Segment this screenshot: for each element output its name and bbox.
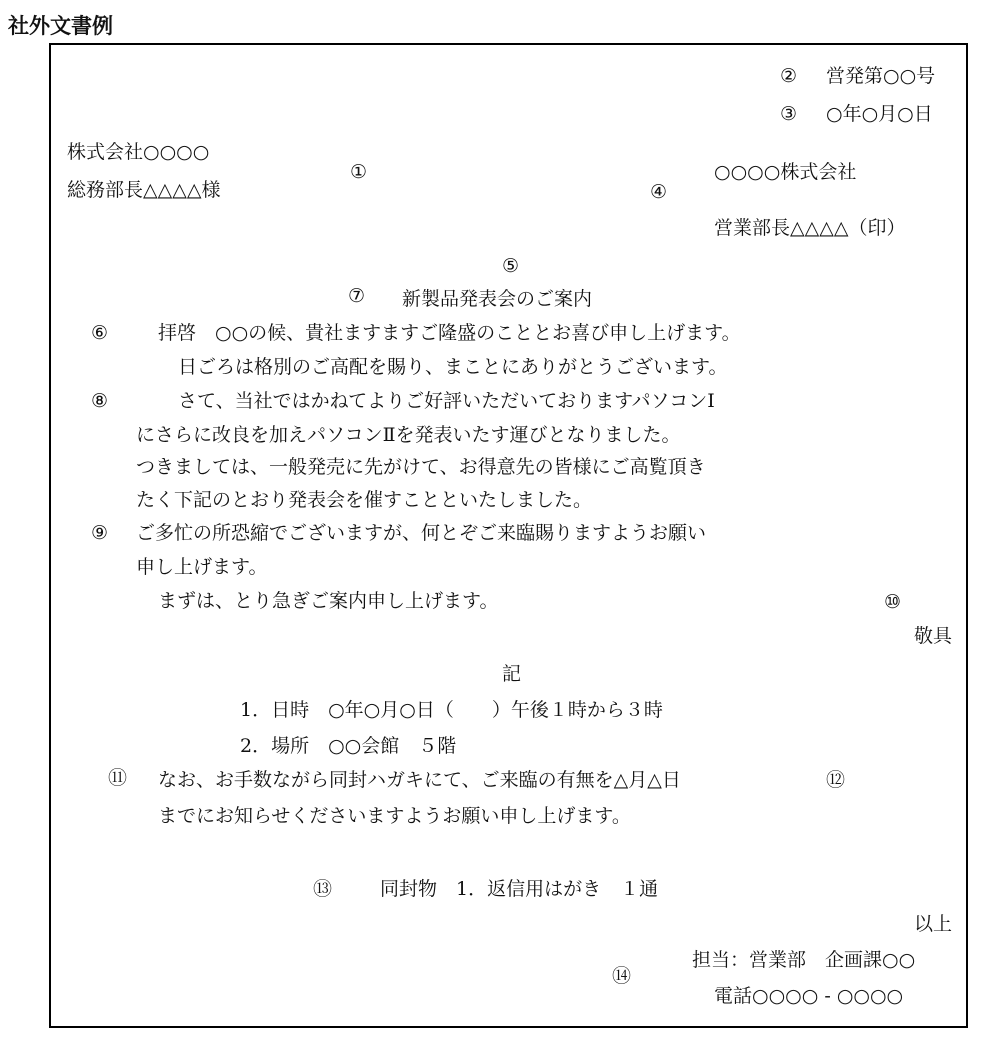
body-line: たく下記のとおり発表会を催すことといたしました。: [136, 489, 593, 511]
marker-10: ⑩: [884, 591, 902, 613]
marker-14: ⑭: [612, 965, 632, 987]
note-line: なお、お手数ながら同封ハガキにて、ご来臨の有無を△月△日: [158, 769, 681, 791]
sender-company: ○○○○株式会社: [714, 161, 857, 183]
body-line: つきましては、一般発売に先がけて、お得意先の皆様にご高覧頂き: [136, 456, 706, 478]
marker-12: ⑫: [826, 769, 846, 791]
doc-date: ○年○月○日: [826, 103, 933, 125]
marker-2: ②: [780, 65, 798, 87]
body-line: さて、当社ではかねてよりご好評いただいておりますパソコンⅠ: [178, 390, 715, 412]
enclosure: 同封物 1．返信用はがき １通: [380, 878, 659, 900]
page-heading: 社外文書例: [8, 14, 113, 38]
body-line: 日ごろは格別のご高配を賜り、まことにありがとうございます。: [178, 356, 728, 378]
recipient-company: 株式会社○○○○: [67, 141, 210, 163]
marker-3: ③: [780, 103, 798, 125]
marker-6: ⑥: [91, 322, 109, 344]
phone: 電話○○○○ - ○○○○: [714, 985, 904, 1007]
body-line: ご多忙の所恐縮でございますが、何とぞご来臨賜りますようお願い: [136, 522, 707, 544]
body-line: 申し上げます。: [136, 556, 268, 578]
subject: 新製品発表会のご案内: [402, 288, 593, 310]
body-line: 拝啓 ○○の候、貴社ますますご隆盛のこととお喜び申し上げます。: [158, 322, 741, 344]
marker-4: ④: [650, 181, 668, 203]
item-line: 1．日時 ○年○月○日（ ）午後１時から３時: [240, 699, 663, 721]
ki-label: 記: [502, 663, 522, 685]
marker-5: ⑤: [502, 255, 520, 277]
marker-11: ⑪: [108, 767, 128, 789]
marker-9: ⑨: [91, 522, 109, 544]
sender-person: 営業部長△△△△（印）: [714, 217, 906, 239]
doc-number: 営発第○○号: [826, 65, 936, 87]
marker-1: ①: [350, 161, 368, 183]
body-line: まずは、とり急ぎご案内申し上げます。: [158, 590, 499, 612]
body-line: にさらに改良を加えパソコンⅡを発表いたす運びとなりました。: [136, 424, 681, 446]
marker-8: ⑧: [91, 390, 109, 412]
marker-7: ⑦: [348, 285, 366, 307]
contact: 担当：営業部 企画課○○: [692, 949, 916, 971]
note-line: までにお知らせくださいますようお願い申し上げます。: [158, 805, 631, 827]
item-line: 2．場所 ○○会館 ５階: [240, 735, 457, 757]
end-mark: 以上: [914, 913, 953, 935]
recipient-person: 総務部長△△△△様: [67, 179, 221, 201]
closing: 敬具: [914, 625, 953, 647]
marker-13: ⑬: [313, 878, 333, 900]
